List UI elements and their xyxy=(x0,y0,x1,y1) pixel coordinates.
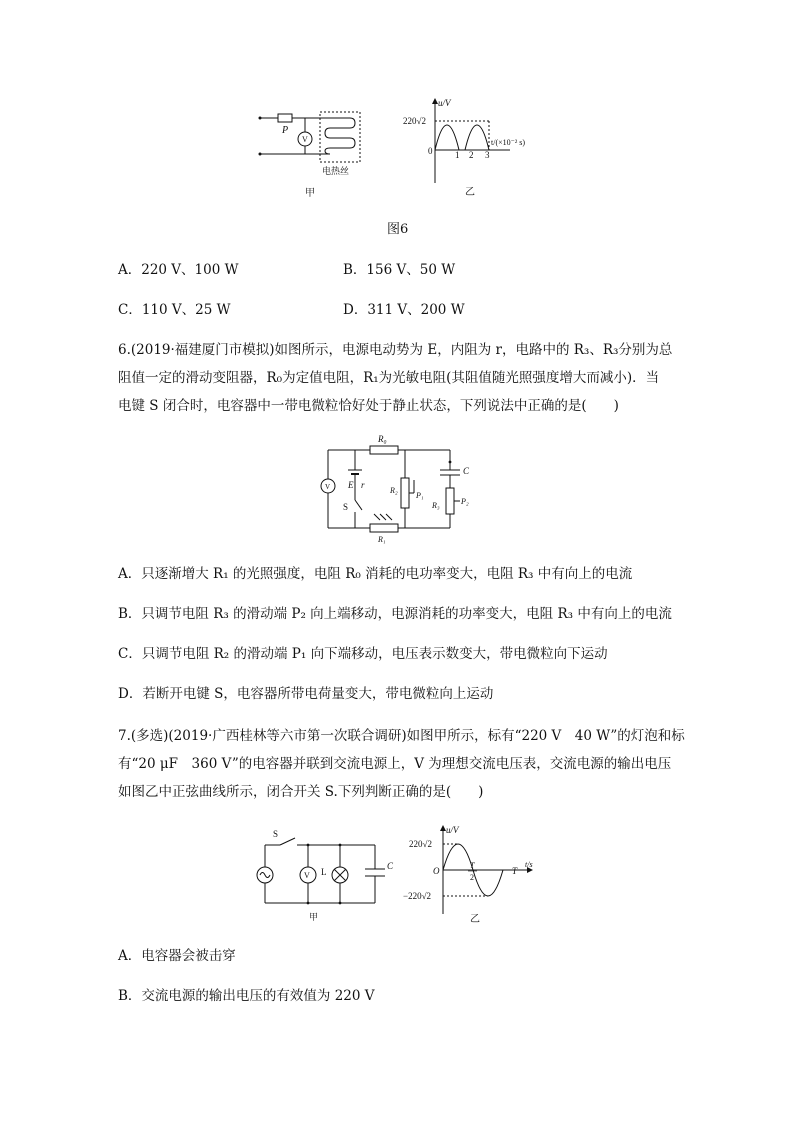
q6-e-label: E xyxy=(348,480,354,490)
heater-label: 电热丝 xyxy=(322,166,350,176)
tick-1: 1 xyxy=(455,150,460,160)
q6-r3-label: R₃ xyxy=(432,501,440,510)
q5-option-c: C．110 V、25 W xyxy=(118,302,231,318)
q6-s-label: S xyxy=(343,502,349,512)
q6-option-c: C．只调节电阻 R₂ 的滑动端 P₁ 向下端移动，电压表示数变大，带电微粒向下运动 xyxy=(118,646,608,662)
q7-half-t-num: T xyxy=(470,861,475,870)
q7-peak-pos-label: 220√2 xyxy=(409,839,432,849)
fig6-jia-circuit xyxy=(250,100,370,200)
q7-voltage-graph xyxy=(395,822,545,927)
tick-3: 3 xyxy=(485,150,490,160)
q7-option-b: B．交流电源的输出电压的有效值为 220 V xyxy=(118,988,375,1004)
q7-v-label: V xyxy=(304,871,310,880)
v-label: V xyxy=(302,135,308,144)
q5-option-a: A．220 V、100 W xyxy=(118,262,239,278)
q7-c-label: C xyxy=(387,861,394,871)
tick-2: 2 xyxy=(469,150,474,160)
q7-t-axis-label: t/s xyxy=(525,860,533,869)
q6-r0-label: R₀ xyxy=(378,434,387,444)
q6-stem-line-2: 阻值一定的滑动变阻器，R₀为定值电阻，R₁为光敏电阻(其阻值随光照强度增大而减小)．当 xyxy=(118,370,660,386)
q6-p2-label: P₂ xyxy=(461,497,469,506)
q7-stem-line-1: 7.(多选)(2019·广西桂林等六市第一次联合调研)如图甲所示，标有“220 V 40 W”的灯泡和标 xyxy=(118,728,685,744)
jia-label: 甲 xyxy=(305,188,315,199)
q6-option-d: D．若断开电键 S，电容器所带电荷量变大，带电微粒向上运动 xyxy=(118,686,494,702)
t-axis-label: t/(×10⁻² s) xyxy=(491,138,526,147)
q6-r2-label: R₂ xyxy=(390,486,398,495)
q5-option-d: D．311 V、200 W xyxy=(343,302,465,318)
q6-stem-line-1: 6.(2019·福建厦门市模拟)如图所示，电源电动势为 E，内阻为 r，电路中的 R₃、R₃分别为总 xyxy=(118,342,673,358)
q7-s-label: S xyxy=(273,829,279,839)
q7-origin-label: O xyxy=(433,866,440,876)
fig6-yi-graph xyxy=(395,95,545,200)
q5-option-b: B．156 V、50 W xyxy=(343,262,456,278)
q7-circuit-diagram xyxy=(245,825,400,925)
q7-half-t-den: 2 xyxy=(470,873,474,882)
q6-p1-label: P₁ xyxy=(416,491,424,500)
q6-r1-label: R₁ xyxy=(378,535,386,544)
q7-u-axis-label: u/V xyxy=(446,825,459,835)
u-axis-label: u/V xyxy=(438,98,451,108)
yi-label: 乙 xyxy=(465,187,475,198)
q6-circuit-diagram xyxy=(310,430,490,545)
q7-l-label: L xyxy=(321,867,327,877)
peak-label: 220√2 xyxy=(403,116,426,126)
q7-option-a: A．电容器会被击穿 xyxy=(118,948,236,964)
origin-label: 0 xyxy=(428,146,433,156)
q6-option-a: A．只逐渐增大 R₁ 的光照强度，电阻 R₀ 消耗的电功率变大，电阻 R₃ 中有向上的电流 xyxy=(118,566,633,582)
q7-peak-neg-label: −220√2 xyxy=(403,891,432,901)
figure-caption: 图6 xyxy=(387,222,409,237)
q7-yi-label: 乙 xyxy=(470,914,480,925)
q7-stem-line-2: 有“20 μF 360 V”的电容器并联到交流电源上，V 为理想交流电压表，交流电源的输出电压 xyxy=(118,756,672,772)
q6-c-label: C xyxy=(463,466,470,476)
q6-stem-line-3: 电键 S 闭合时，电容器中一带电微粒恰好处于静止状态，下列说法中正确的是( ) xyxy=(118,398,619,414)
q7-stem-line-3: 如图乙中正弦曲线所示，闭合开关 S.下列判断正确的是( ) xyxy=(118,784,484,800)
q6-option-b: B．只调节电阻 R₃ 的滑动端 P₂ 向上端移动，电源消耗的功率变大，电阻 R₃ 中有向上的电流 xyxy=(118,606,672,622)
q7-t-label: T xyxy=(512,866,518,876)
q6-v-label: V xyxy=(325,483,331,491)
p-label: P xyxy=(282,125,289,136)
q7-jia-label: 甲 xyxy=(309,912,319,922)
q6-r-label: r xyxy=(361,480,365,490)
